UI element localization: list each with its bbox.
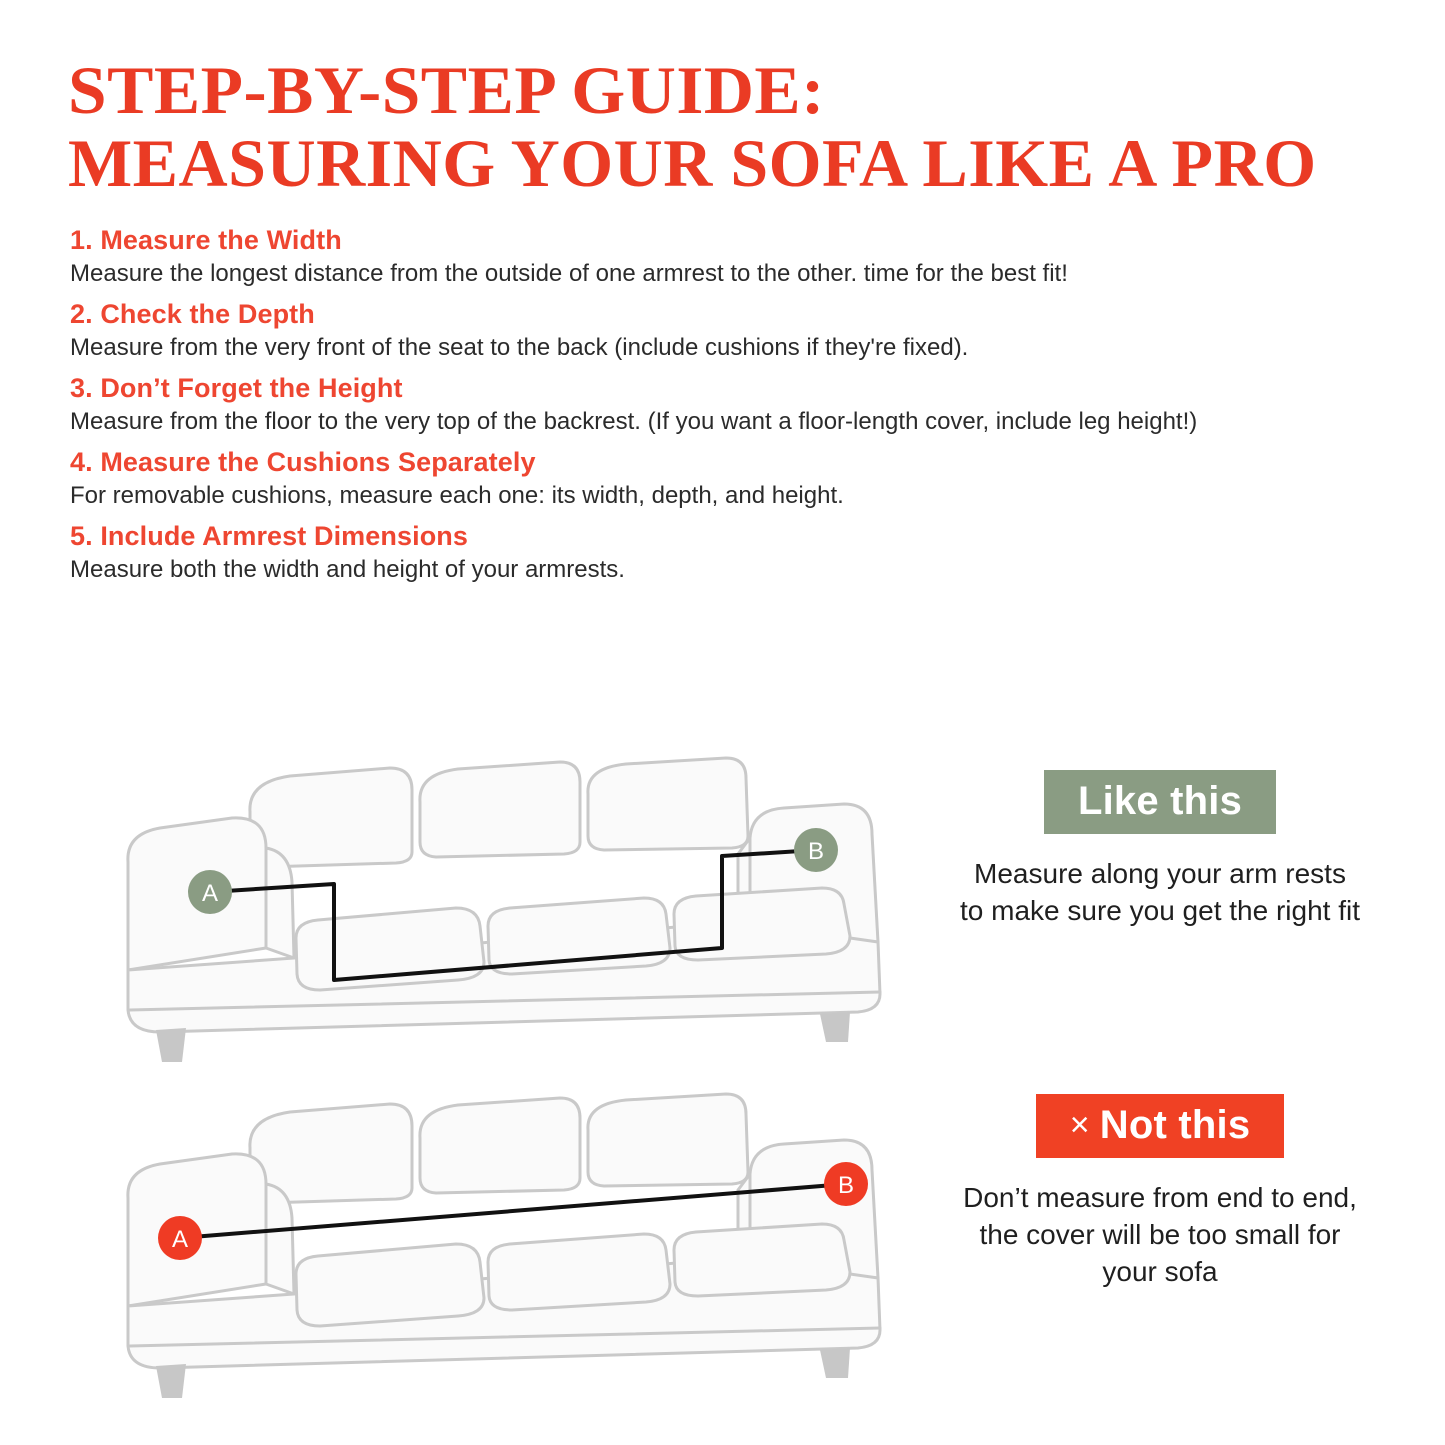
- step-heading: 3. Don’t Forget the Height: [70, 372, 403, 403]
- sofa-illustration-icon: [60, 742, 940, 1062]
- step-body: Measure from the very front of the seat to the back (include cushions if they're fixed).: [70, 333, 969, 361]
- callout-not-this-text: Don’t measure from end to end, the cover will be too small for your sofa: [963, 1182, 1357, 1287]
- sofa-diagram-incorrect: [60, 1078, 940, 1398]
- step-body: Measure the longest distance from the outside of one armrest to the other. time for the best fit!: [70, 259, 1068, 287]
- marker-a-label: A: [201, 880, 219, 907]
- step-heading: 1. Measure the Width: [70, 224, 342, 255]
- title-line-1: STEP-BY-STEP GUIDE:: [68, 52, 825, 128]
- marker-b-label: B: [837, 1172, 855, 1199]
- illustrations: [60, 742, 1390, 1402]
- sofa-diagram-correct: [60, 742, 940, 1062]
- badge-like-this: Like this: [1044, 770, 1276, 834]
- callout-like-this: [960, 770, 1360, 930]
- step-heading: 5. Include Armrest Dimensions: [70, 520, 469, 551]
- step-item: [68, 299, 1385, 363]
- step-heading: 4. Measure the Cushions Separately: [70, 446, 536, 477]
- title-line-2: MEASURING YOUR SOFA LIKE A PRO: [68, 125, 1317, 202]
- marker-b-label: B: [807, 838, 825, 865]
- step-body: Measure from the floor to the very top of the backrest. (If you want a floor-length cover, include leg height!): [70, 407, 1198, 435]
- step-heading: 2. Check the Depth: [70, 298, 315, 329]
- step-item: [68, 447, 1385, 511]
- step-item: [68, 225, 1385, 289]
- step-item: [68, 373, 1385, 437]
- callout-not-this: [960, 1094, 1360, 1291]
- step-body: Measure both the width and height of your armrests.: [70, 555, 625, 583]
- badge-not-this-label: Not this: [1099, 1103, 1251, 1147]
- step-item: [68, 521, 1385, 585]
- step-body: For removable cushions, measure each one: its width, depth, and height.: [70, 481, 844, 509]
- marker-a-label: A: [171, 1226, 189, 1253]
- badge-not-this: [1036, 1094, 1285, 1158]
- sofa-illustration-icon: [60, 1078, 940, 1398]
- page-title: [68, 52, 1385, 202]
- close-icon: ×: [1069, 1106, 1090, 1144]
- callout-like-this-text: Measure along your arm rests to make sure you get the right fit: [960, 858, 1360, 926]
- steps-list: [68, 225, 1385, 585]
